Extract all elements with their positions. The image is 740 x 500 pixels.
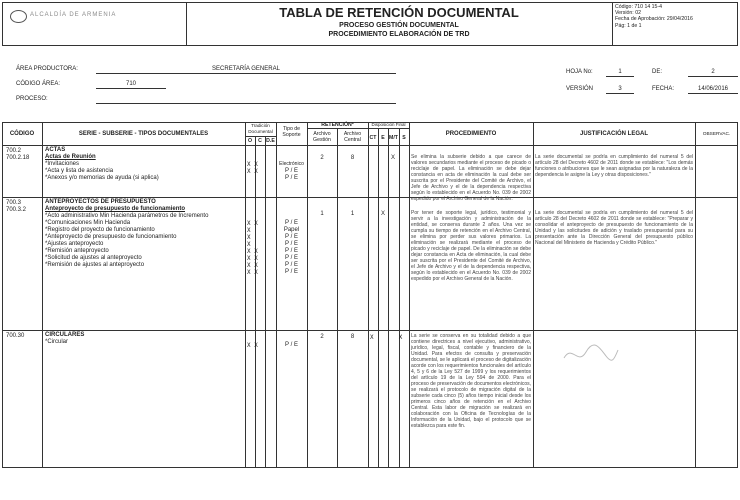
area-label: ÁREA PRODUCTORA: <box>16 66 78 72</box>
row2-archivo-gestion: 1 <box>320 211 324 217</box>
approval-date-label: Fecha de Aprobación: <box>615 16 666 23</box>
col-header-disposicion: Disposición Final <box>371 122 406 127</box>
row2-soporte: P / E <box>285 262 298 268</box>
col-header-ct: CT <box>369 135 377 141</box>
version-info-label: VERSIÓN <box>566 86 594 92</box>
row2-doc: *Solicitud de ajustes al anteproyecto <box>45 255 142 261</box>
row2-soporte: Papel <box>283 227 300 233</box>
page-label: Pág: <box>615 22 626 29</box>
fecha-value: 14/06/2016 <box>688 86 738 94</box>
col-line-o <box>255 136 256 468</box>
version-info-value: 3 <box>606 86 634 94</box>
col-header-mt: M/T <box>389 135 398 141</box>
row1-mark: X X <box>247 168 258 175</box>
row2-serie: ANTEPROYECTOS DE PRESUPUESTO <box>45 199 156 205</box>
entity-name: ALCALDÍA DE ARMENIA <box>30 12 117 18</box>
col-line-4 <box>307 122 308 468</box>
page-value: 1 de 1 <box>627 22 642 29</box>
row1-doc: *Anexos y/o memorias de ayuda (si aplica) <box>45 175 159 181</box>
row2-archivo-central: 1 <box>350 211 355 217</box>
row2-subserie: Anteproyecto de presupuesto de funcionamiento <box>45 206 186 212</box>
procedure-name: PROCEDIMIENTO ELABORACIÓN DE TRD <box>328 31 470 38</box>
row1-doc: *Acta y lista de asistencia <box>45 168 114 174</box>
row3-soportes <box>276 342 307 349</box>
row1-subserie: Actas de Reunión <box>45 154 96 160</box>
row2-doc: *Registro del proyecto de funcionamiento <box>45 227 155 233</box>
col-line-8 <box>533 122 534 468</box>
row2-soporte: P / E <box>285 234 298 240</box>
row3-disposicion-marks: X X <box>370 334 403 341</box>
row2-soporte: P / E <box>285 248 298 254</box>
row2-procedimiento: Por tener de soporte legal, jurídico, testimonial y servir a la investigación y administración de la entidad, se conserva durante 2 años. Una vez se cumpla su tiempo de retención en el Archivo Central, se elimina por perder sus valores primarios. La eliminación se realizará mediante el proceso de picado y reciclaje de papel. De la eliminación se debe dejar constancia en Acta de eliminación, la cual debe ser suscrita por el Presidente del Comité de Archivo, el Jefe de Archivo y el de la dependencia respectiva, según lo establecido en el Acuerdo No. 039 de 2002 expedido por el Archivo General de la Nación. <box>411 210 531 282</box>
col-line-c <box>265 136 266 468</box>
col-line-1 <box>42 122 43 468</box>
col-header-c: C <box>258 138 262 144</box>
fecha-label: FECHA: <box>652 86 675 92</box>
row2-soporte: P / E <box>285 269 298 275</box>
row2-soportes <box>276 220 307 276</box>
row2-tradicion-marks <box>247 220 258 276</box>
row2-soporte: P / E <box>285 255 298 261</box>
col-line-5 <box>337 128 338 468</box>
row2-doc: *Anteproyecto de presupuesto de funcionamiento <box>45 234 177 240</box>
row2-serie-code: 700.3 <box>6 200 22 206</box>
row1-soporte: P / E <box>285 168 298 174</box>
row3-serie-code: 700.30 <box>6 333 25 339</box>
col-line-2 <box>245 122 246 468</box>
col-header-archivo-central: Archivo Central <box>343 131 362 144</box>
area-value: SECRETARÍA GENERAL <box>96 66 396 74</box>
row2-doc: *Remisión anteproyecto <box>45 248 109 254</box>
row1-subserie-code: 700.2.18 <box>6 155 30 161</box>
row2-mark: X <box>247 241 251 248</box>
header-row-bottom <box>2 145 738 146</box>
row3-archivo-central: 8 <box>350 334 355 340</box>
col-header-procedimiento: PROCEDIMIENTO <box>445 131 497 137</box>
codigo-area-label: CÓDIGO ÁREA: <box>16 81 61 87</box>
row1-documents <box>45 147 159 182</box>
row1-serie: ACTAS <box>45 147 66 153</box>
row1-doc: *Invitaciones <box>45 161 80 167</box>
row3-code <box>6 333 24 340</box>
col-line-6 <box>368 122 369 468</box>
row1-justificacion: La serie documental se podría en cumplimiento del numeral 5 del artículo 28 del Decreto 4602 de 2011 donde se establece: "Los demás funciones o atribuciones que le sean asignadas por la naturaleza de la dependencia le asigne la Ley y otras disposiciones." <box>535 154 693 178</box>
row2-mark: X X <box>247 220 258 227</box>
col-line-ct <box>378 128 379 468</box>
row2-subserie-code: 700.3.2 <box>6 207 27 213</box>
row2-mark: X <box>247 227 251 234</box>
hoja-label: HOJA No: <box>566 69 593 75</box>
row2-documents <box>45 199 208 269</box>
row2-mark: X X <box>247 262 258 269</box>
col-header-e: E <box>381 135 385 141</box>
hoja-value: 1 <box>606 69 634 77</box>
header-divider-right <box>612 2 613 46</box>
row3-tradicion-marks <box>247 342 258 349</box>
proceso-label: PROCESO: <box>16 96 48 102</box>
version-label: Versión: <box>615 10 634 17</box>
col-header-de: D.E <box>266 138 275 144</box>
col-header-justificacion: JUSTIFICACIÓN LEGAL <box>579 131 648 137</box>
row2-mark: X X <box>247 269 258 276</box>
col-line-mt <box>399 128 400 468</box>
row2-disposicion-mark: X <box>381 211 386 217</box>
row2-doc: *Acto administrativo Min Hacienda parámetros de Incremento <box>45 213 209 219</box>
row3-mark: X X <box>247 342 258 349</box>
col-line-9 <box>695 122 696 468</box>
row2-mark: X <box>247 234 251 241</box>
de-label: DE: <box>652 69 663 75</box>
col-header-observaciones: OBSERVAC. <box>702 132 731 137</box>
row1-soportes <box>276 161 307 182</box>
meta-block <box>615 4 693 29</box>
col-line-7 <box>409 122 410 468</box>
signature-scribble <box>560 340 620 368</box>
row3-doc: *Circular <box>45 339 69 345</box>
row1-mark: X X <box>247 161 258 168</box>
codigo-label: Código: <box>615 4 633 10</box>
row-divider-2 <box>2 330 738 331</box>
row3-soporte: P / E <box>285 342 298 348</box>
codigo-value: 710 14 15-4 <box>634 4 663 10</box>
row-divider-1 <box>2 197 738 198</box>
col-header-serie: SERIE - SUBSERIE - TIPOS DOCUMENTALES <box>78 131 209 137</box>
row3-documents <box>45 332 84 346</box>
process-name: PROCESO GESTIÓN DOCUMENTAL <box>339 22 459 29</box>
row2-doc: *Remisión de ajustes al anteproyecto <box>45 262 145 268</box>
row2-soporte: P / E <box>285 220 298 226</box>
version-value: 02 <box>635 10 641 17</box>
row1-disposicion-mark: X <box>391 155 396 161</box>
row1-archivo-central: 8 <box>350 155 355 161</box>
row2-mark: X X <box>247 255 258 262</box>
row3-procedimiento: La serie se conserva en su totalidad debido a que contiene directrices a nivel ejecutivo, administrativo, jurídico, legal, fiscal, contable y financiero de la Unidad. Para efectos de consulta y preservación documental, se le aplicará el proceso de digitalización acorde con los requerimientos funcionales del artículo 4, 5 y 6 de la Ley 527 de 1999 y los requerimientos del artículo 19 de la Ley 594 de 2000. Para el proceso de preservación de documentos electrónicos, se realizará el protocolo de migración digital de la subserie cada cinco (5) años tiempo inicial desde los primeros cinco años de retención en el Archivo Central. Esta labor de migración se realizará en colaboración con la Oficina de Tecnologías de la Información de la Unidad, bajo el protocolo que se establezca para este fin. <box>411 333 531 429</box>
row1-serie-code: 700.2 <box>6 148 22 154</box>
approval-date-value: 29/04/2016 <box>666 16 693 23</box>
document-title: TABLA DE RETENCIÓN DOCUMENTAL <box>279 5 519 20</box>
tradicion-subdivider <box>245 136 276 137</box>
col-header-archivo-gestion: Archivo Gestión <box>313 131 331 144</box>
entity-logo-icon <box>10 10 27 23</box>
row1-soporte: P / E <box>285 175 298 181</box>
row2-justificacion: La serie documental se podría en cumplimiento del numeral 5 del artículo 28 del Decreto 4602 de 2011 donde se establece: "Preparar y consolidar el anteproyecto de presupuesto de funcionamiento de la Unidad y las solicitudes de adición y traslado presupuestal para su presentación ante la Dirección General del presupuesto público Nacional del Ministerio de Hacienda y Crédito Público." <box>535 210 693 246</box>
row3-serie: CIRCULARES <box>45 332 85 338</box>
row1-archivo-gestion: 2 <box>320 155 324 161</box>
col-line-e <box>388 128 389 468</box>
col-header-retencion: RETENCIÓN* <box>321 122 354 128</box>
col-header-s: S <box>402 135 406 141</box>
codigo-area-value: 710 <box>96 81 166 89</box>
row1-soporte: Electrónico <box>279 161 304 167</box>
col-header-o: O <box>247 138 253 144</box>
proceso-value-line <box>96 96 396 104</box>
row2-code <box>6 200 26 214</box>
col-header-tradicion: Tradición Documental <box>248 123 273 134</box>
row1-code <box>6 148 29 162</box>
row3-archivo-gestion: 2 <box>320 334 324 340</box>
row1-procedimiento: Se elimina la subserie debido a que carece de valores secundarios mediante el proceso de picado o reciclaje de papel. La eliminación se debe dejar constancia en acta de eliminación la cual debe ser suscrita por el Presidente del Comité de Archivo, el Jefe de Archivo y el de la dependencia respectiva según lo establecido en el Acuerdo No. 039 de 2002 expedido por el Archivo General de la Nación. <box>411 154 531 202</box>
de-value: 2 <box>688 69 738 77</box>
row2-soporte: P / E <box>285 241 298 247</box>
row2-doc: *Ajustes anteproyecto <box>45 241 104 247</box>
col-header-codigo: CÓDIGO <box>9 131 35 137</box>
row1-tradicion-marks <box>247 161 258 175</box>
col-header-soporte: Tipo de Soporte <box>282 126 301 139</box>
row2-mark: X X <box>247 248 258 255</box>
row2-doc: *Comunicaciones Min Hacienda <box>45 220 131 226</box>
